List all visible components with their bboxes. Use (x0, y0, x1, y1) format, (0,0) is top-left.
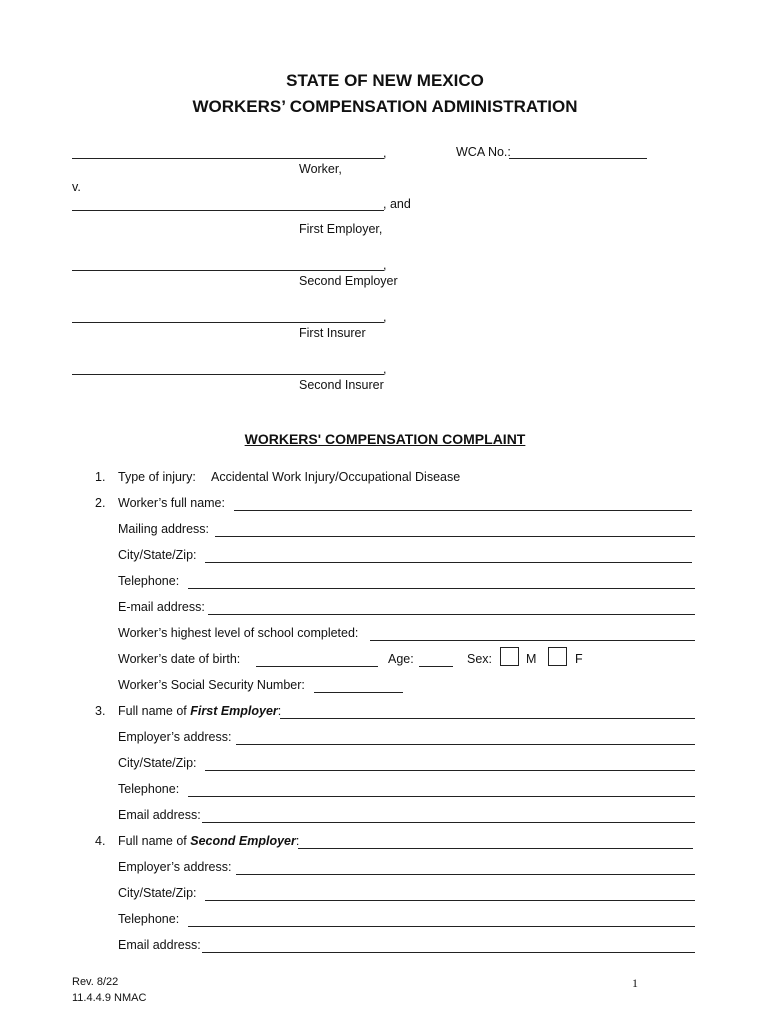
wca-no-label: WCA No.: (456, 145, 511, 159)
first-employer-caption: First Employer, (299, 222, 383, 236)
second-employer-email-label: Email address: (118, 938, 201, 952)
second-employer-address-field[interactable] (236, 874, 695, 875)
first-insurer-caption: First Insurer (299, 326, 366, 340)
header-line-1: STATE OF NEW MEXICO (286, 71, 484, 90)
first-employer-address-field[interactable] (236, 744, 695, 745)
first-employer-telephone-field[interactable] (188, 796, 695, 797)
comma: , (383, 362, 387, 376)
first-employer-email-label: Email address: (118, 808, 201, 822)
sex-m-label: M (526, 652, 537, 666)
comma: , (383, 258, 387, 272)
worker-telephone-field[interactable] (188, 588, 695, 589)
versus: v. (72, 180, 81, 194)
mailing-address-label: Mailing address: (118, 522, 210, 536)
mailing-address-field[interactable] (215, 536, 695, 537)
sex-m-checkbox[interactable] (500, 647, 519, 666)
first-employer-city-label: City/State/Zip: (118, 756, 197, 770)
second-employer-name-field[interactable] (298, 848, 693, 849)
worker-caption: Worker, (299, 162, 342, 176)
worker-telephone-label: Telephone: (118, 574, 180, 588)
first-employer-name-field[interactable] (280, 718, 695, 719)
workers-full-name-label: Worker’s full name: (118, 496, 225, 510)
first-insurer-line[interactable] (72, 322, 384, 323)
type-of-injury-value: Accidental Work Injury/Occupational Disease (211, 470, 461, 484)
nmac-reference: 11.4.4.9 NMAC (72, 992, 147, 1004)
item-number-1: 1. (95, 470, 106, 484)
first-employer-line[interactable] (72, 210, 384, 211)
second-employer-telephone-label: Telephone: (118, 912, 180, 926)
sex-f-label: F (575, 652, 583, 666)
worker-city-state-zip-label: City/State/Zip: (118, 548, 197, 562)
second-employer-name-label: Full name of Second Employer: (118, 834, 300, 848)
item-number-4: 4. (95, 834, 106, 848)
first-employer-email-field[interactable] (202, 822, 695, 823)
type-of-injury-label: Type of injury: (118, 470, 196, 484)
second-employer-city-field[interactable] (205, 900, 695, 901)
first-employer-telephone-label: Telephone: (118, 782, 180, 796)
second-employer-telephone-field[interactable] (188, 926, 695, 927)
dob-label: Worker’s date of birth: (118, 652, 241, 666)
wca-no-field[interactable] (509, 158, 647, 159)
age-field[interactable] (419, 666, 453, 667)
dob-field[interactable] (256, 666, 378, 667)
age-label: Age: (388, 652, 414, 666)
sex-f-checkbox[interactable] (548, 647, 567, 666)
second-employer-address-label: Employer’s address: (118, 860, 232, 874)
page-number: 1 (632, 976, 638, 990)
second-insurer-caption: Second Insurer (299, 378, 384, 392)
second-employer-city-label: City/State/Zip: (118, 886, 197, 900)
worker-city-state-zip-field[interactable] (205, 562, 692, 563)
header-line-2: WORKERS’ COMPENSATION ADMINISTRATION (192, 97, 578, 116)
worker-name-line[interactable] (72, 158, 384, 159)
comma: , (383, 146, 387, 160)
revision-date: Rev. 8/22 (72, 976, 119, 988)
sex-label: Sex: (467, 652, 493, 666)
ssn-field[interactable] (314, 692, 403, 693)
second-employer-email-field[interactable] (202, 952, 695, 953)
second-employer-caption: Second Employer (299, 274, 398, 288)
first-employer-address-label: Employer’s address: (118, 730, 232, 744)
first-employer-name-label: Full name of First Employer: (118, 704, 282, 718)
and-text: , and (383, 197, 411, 211)
ssn-label: Worker’s Social Security Number: (118, 678, 305, 692)
item-number-3: 3. (95, 704, 106, 718)
comma: , (383, 310, 387, 324)
school-level-field[interactable] (370, 640, 695, 641)
second-insurer-line[interactable] (72, 374, 384, 375)
school-level-label: Worker’s highest level of school completed: (118, 626, 359, 640)
item-number-2: 2. (95, 496, 106, 510)
second-employer-line[interactable] (72, 270, 384, 271)
workers-full-name-field[interactable] (234, 510, 692, 511)
first-employer-city-field[interactable] (205, 770, 695, 771)
worker-email-field[interactable] (208, 614, 695, 615)
form-title: WORKERS' COMPENSATION COMPLAINT (244, 431, 526, 447)
worker-email-label: E-mail address: (118, 600, 205, 614)
